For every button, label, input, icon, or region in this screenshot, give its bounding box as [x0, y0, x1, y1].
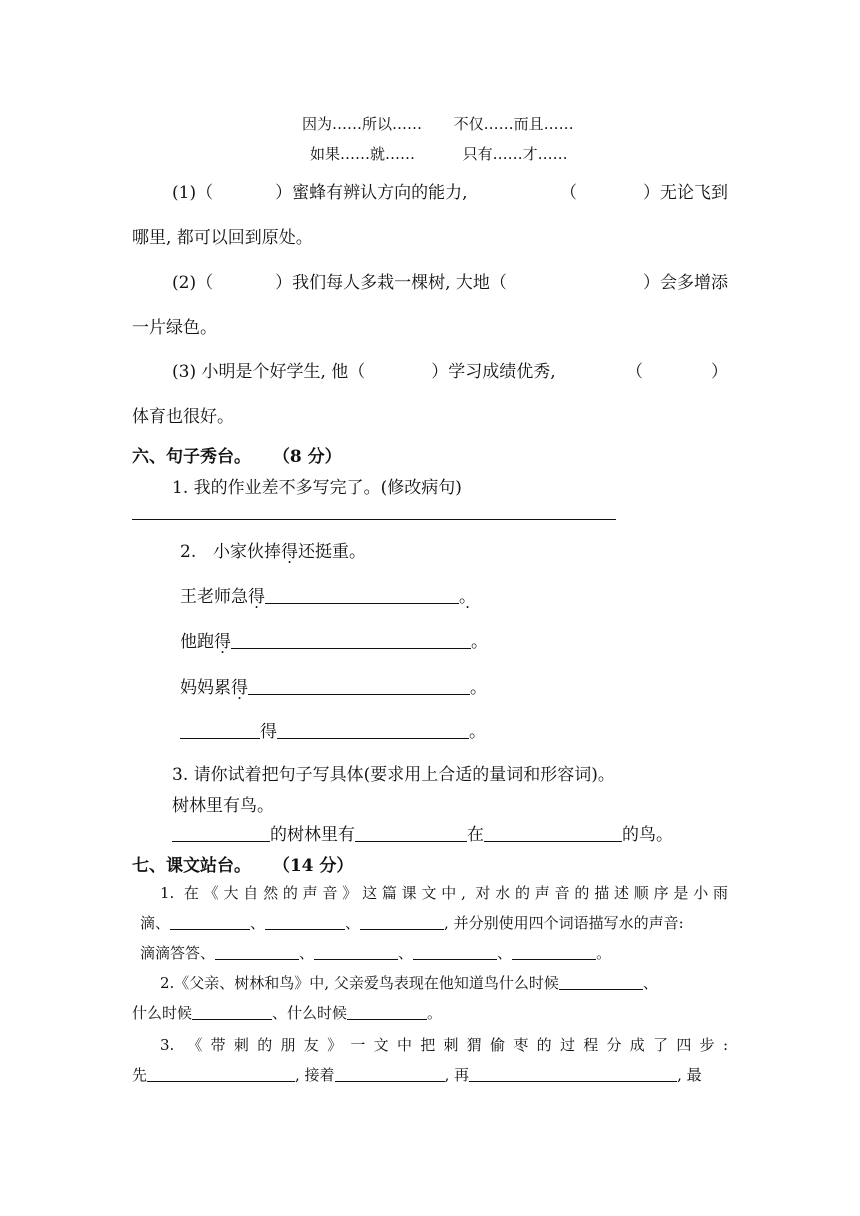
s7-question-1-line-2	[140, 912, 684, 933]
text: ）蜜蜂有辨认方向的能力,	[275, 183, 468, 203]
text: 小家伙捧	[213, 542, 282, 562]
wordbank-row2	[310, 143, 568, 164]
text: (3) 小明是个好学生, 他（	[172, 362, 366, 382]
text: 他跑	[180, 632, 214, 652]
text: 。 ·	[459, 587, 476, 607]
s7-question-1-line-3	[140, 942, 611, 963]
answer-blank[interactable]	[277, 721, 469, 739]
text: 。	[469, 722, 486, 742]
text: ）学习成绩优秀,	[431, 362, 556, 382]
s6-q3-sentence: 树林里有鸟。	[172, 796, 274, 816]
text: (1)（	[172, 183, 214, 203]
text: (2)（	[172, 273, 214, 293]
text: 妈妈累	[180, 678, 231, 698]
text: 、	[299, 944, 315, 962]
text: , 接着	[295, 1066, 335, 1084]
text: 什么时候	[132, 1004, 193, 1022]
answer-blank[interactable]	[347, 1004, 427, 1020]
fill-question-1	[172, 178, 728, 203]
text: 、	[497, 944, 513, 962]
answer-blank[interactable]	[355, 824, 467, 842]
text: 2.《父亲、树林和鸟》中, 父亲爱鸟表现在他知道鸟什么时候	[160, 974, 559, 992]
fill-question-1-cont: 哪里, 都可以回到原处。	[132, 228, 313, 248]
section-6-heading	[132, 442, 342, 467]
wordbank-item: 如果……就……	[310, 145, 416, 163]
text: 还挺重。	[298, 542, 367, 562]
answer-blank[interactable]	[170, 914, 250, 930]
answer-blank[interactable]	[512, 944, 596, 960]
section-7-heading	[132, 851, 353, 876]
s7-question-3-line-2	[132, 1064, 702, 1085]
s6-question-3: 3. 请你试着把句子写具体(要求用上合适的量词和形容词)。	[172, 765, 615, 785]
wordbank-item: 不仅……而且……	[453, 115, 574, 133]
text: ）会多增添	[643, 273, 728, 293]
answer-blank[interactable]	[484, 824, 622, 842]
emphasis-char: 得	[214, 632, 231, 652]
text: 、	[345, 914, 361, 932]
text: （	[560, 183, 577, 203]
answer-blank[interactable]	[192, 1004, 272, 1020]
text: 滴滴答答、	[140, 944, 216, 962]
answer-line[interactable]	[132, 519, 616, 520]
text: 的鸟。	[622, 825, 673, 845]
text: ）无论飞到	[643, 183, 728, 203]
text: 。	[471, 632, 488, 652]
s7-question-3-line-1: 3. 《带刺的朋友》一文中把刺猬偷枣的过程分成了四步:	[160, 1036, 728, 1054]
answer-blank[interactable]	[413, 944, 497, 960]
s7-question-1-line-1: 1. 在《大自然的声音》这篇课文中, 对水的声音的描述顺序是小雨	[160, 884, 728, 902]
s7-question-2-line-2	[132, 1002, 442, 1023]
answer-blank[interactable]	[180, 721, 260, 739]
text: 、	[398, 944, 414, 962]
answer-blank[interactable]	[559, 974, 643, 990]
answer-blank[interactable]	[147, 1066, 295, 1082]
text: , 再	[444, 1066, 470, 1084]
answer-blank[interactable]	[469, 1066, 677, 1082]
answer-blank[interactable]	[265, 586, 459, 604]
fill-question-2	[172, 268, 728, 293]
answer-blank[interactable]	[172, 824, 270, 842]
wordbank-row1	[302, 113, 574, 134]
emphasis-char: 得	[231, 678, 248, 698]
answer-blank[interactable]	[314, 944, 398, 960]
text: ）我们每人多栽一棵树, 大地（	[275, 273, 507, 293]
s6-question-2	[180, 537, 366, 562]
s6-q2-line-2	[180, 627, 488, 652]
text: ）	[711, 362, 728, 382]
s6-question-1: 1. 我的作业差不多写完了。(修改病句)	[172, 478, 462, 498]
answer-blank[interactable]	[335, 1066, 445, 1082]
section-score: （14 分）	[272, 856, 354, 876]
text: , 最	[677, 1066, 702, 1084]
text: 滴、	[140, 914, 171, 932]
answer-blank[interactable]	[265, 914, 345, 930]
answer-blank[interactable]	[360, 914, 444, 930]
text: 王老师急	[180, 587, 248, 607]
text: 。	[427, 1004, 443, 1022]
s6-q3-answer	[172, 820, 673, 845]
answer-blank[interactable]	[215, 944, 299, 960]
text: 。	[470, 678, 487, 698]
text: , 并分别使用四个词语描写水的声音:	[444, 914, 684, 932]
text: 、	[250, 914, 266, 932]
section-title: 六、句子秀台。	[132, 447, 251, 467]
text: 、什么时候	[272, 1004, 348, 1022]
fill-question-2-cont: 一片绿色。	[132, 318, 217, 338]
answer-blank[interactable]	[231, 631, 471, 649]
text: 。	[596, 944, 612, 962]
s6-q2-line-3	[180, 673, 487, 698]
question-number: 2.	[180, 542, 197, 562]
fill-question-3-cont: 体育也很好。	[132, 407, 234, 427]
text: 在	[467, 825, 484, 845]
text: 、	[642, 974, 658, 992]
emphasis-char: 得	[248, 587, 265, 607]
text: 先	[132, 1066, 148, 1084]
s7-question-2-line-1	[160, 972, 658, 993]
wordbank-item: 因为……所以……	[302, 115, 423, 133]
text: 得	[260, 722, 277, 742]
section-score: （8 分）	[272, 447, 342, 467]
fill-question-3	[172, 357, 728, 382]
wordbank-item: 只有……才……	[462, 145, 568, 163]
text: 的树林里有	[270, 825, 355, 845]
s6-q2-line-4	[180, 717, 486, 742]
section-title: 七、课文站台。	[132, 856, 251, 876]
emphasis-char: 得	[281, 542, 299, 562]
answer-blank[interactable]	[248, 677, 470, 695]
s6-q2-line-1	[180, 582, 476, 607]
text: （	[626, 362, 643, 382]
